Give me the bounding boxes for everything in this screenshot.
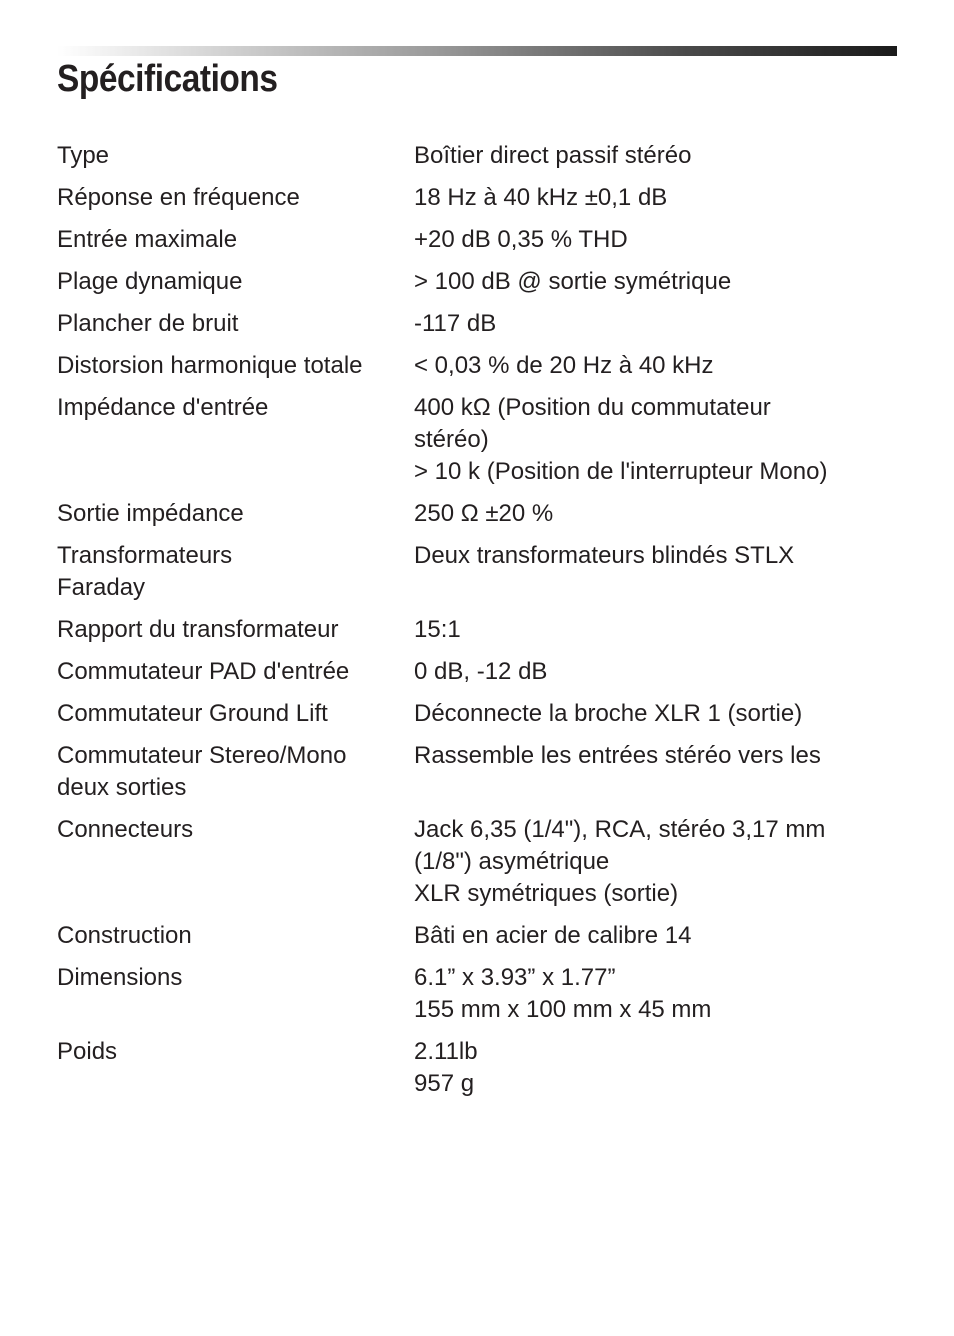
spec-row — [57, 498, 907, 530]
spec-value-line: Bâti en acier de calibre 14 — [414, 922, 692, 949]
spec-value — [414, 740, 907, 772]
spec-value — [414, 308, 907, 340]
spec-label-line: Entrée maximale — [57, 226, 238, 253]
spec-row — [57, 656, 907, 688]
spec-label-line: Transformateurs — [57, 542, 233, 569]
title-gradient-rule — [57, 46, 897, 56]
page-title: Spécifications — [57, 58, 278, 100]
spec-row — [57, 540, 907, 604]
spec-label-line: Type — [57, 142, 110, 169]
spec-label-line: Commutateur Ground Lift — [57, 700, 328, 727]
spec-value-line: +20 dB 0,35 % THD — [414, 226, 628, 253]
spec-label-line: Commutateur PAD d'entrée — [57, 658, 350, 685]
spec-value-line: Rassemble les entrées stéréo vers les — [414, 742, 821, 769]
spec-row — [57, 614, 907, 646]
spec-value — [414, 962, 907, 1026]
spec-label — [57, 698, 414, 730]
spec-label — [57, 814, 414, 846]
spec-label-line: Poids — [57, 1038, 118, 1065]
spec-value-line: > 10 k (Position de l'interrupteur Mono) — [414, 458, 828, 485]
spec-row — [57, 266, 907, 298]
spec-label — [57, 350, 414, 382]
spec-value — [414, 266, 907, 298]
spec-value-line: 2.11lb — [414, 1038, 478, 1065]
spec-value — [414, 350, 907, 382]
spec-row — [57, 814, 907, 910]
spec-label — [57, 182, 414, 214]
spec-row — [57, 392, 907, 488]
spec-label-line: Construction — [57, 922, 192, 949]
spec-value — [414, 540, 907, 572]
spec-label-line: Commutateur Stereo/Mono — [57, 742, 347, 769]
spec-value-line: 957 g — [414, 1070, 475, 1097]
spec-label — [57, 1036, 414, 1068]
spec-value — [414, 656, 907, 688]
spec-row — [57, 962, 907, 1026]
spec-label-line: Distorsion harmonique totale — [57, 352, 363, 379]
spec-label — [57, 140, 414, 172]
spec-row — [57, 308, 907, 340]
spec-value — [414, 392, 907, 488]
spec-label-line: Plage dynamique — [57, 268, 243, 295]
spec-row — [57, 920, 907, 952]
spec-value — [414, 140, 907, 172]
spec-value-line: Déconnecte la broche XLR 1 (sortie) — [414, 700, 803, 727]
spec-value — [414, 920, 907, 952]
spec-value-line: 400 kΩ (Position du commutateur — [414, 394, 771, 421]
spec-label — [57, 540, 414, 604]
spec-label — [57, 962, 414, 994]
spec-label-line: Sortie impédance — [57, 500, 244, 527]
spec-value-line: 155 mm x 100 mm x 45 mm — [414, 996, 712, 1023]
spec-label-line: Réponse en fréquence — [57, 184, 300, 211]
spec-table — [57, 140, 907, 1110]
spec-value-line: Jack 6,35 (1/4"), RCA, stéréo 3,17 mm — [414, 816, 826, 843]
spec-label — [57, 920, 414, 952]
spec-row — [57, 350, 907, 382]
spec-row — [57, 182, 907, 214]
spec-label — [57, 308, 414, 340]
spec-value-line: -117 dB — [414, 310, 497, 337]
spec-label-line: Impédance d'entrée — [57, 394, 269, 421]
spec-row — [57, 140, 907, 172]
spec-label-line: Faraday — [57, 574, 146, 601]
spec-value-line: 0 dB, -12 dB — [414, 658, 548, 685]
spec-value-line: < 0,03 % de 20 Hz à 40 kHz — [414, 352, 714, 379]
spec-value-line: Deux transformateurs blindés STLX — [414, 542, 795, 569]
spec-value-line: > 100 dB @ sortie symétrique — [414, 268, 732, 295]
spec-value — [414, 182, 907, 214]
spec-value — [414, 498, 907, 530]
spec-label — [57, 740, 414, 804]
spec-value — [414, 698, 907, 730]
spec-label-line: Rapport du transformateur — [57, 616, 339, 643]
spec-value-line: stéréo) — [414, 426, 489, 453]
spec-row — [57, 224, 907, 256]
spec-value-line: 6.1” x 3.93” x 1.77” — [414, 964, 616, 991]
spec-value-line: Boîtier direct passif stéréo — [414, 142, 692, 169]
spec-value-line: (1/8") asymétrique — [414, 848, 610, 875]
spec-label — [57, 392, 414, 424]
spec-value-line: 18 Hz à 40 kHz ±0,1 dB — [414, 184, 668, 211]
spec-label-line: Connecteurs — [57, 816, 194, 843]
spec-label — [57, 498, 414, 530]
spec-label — [57, 614, 414, 646]
spec-label — [57, 656, 414, 688]
spec-value-line: 15:1 — [414, 616, 461, 643]
spec-label-line: deux sorties — [57, 774, 187, 801]
spec-row — [57, 1036, 907, 1100]
spec-label — [57, 266, 414, 298]
spec-label — [57, 224, 414, 256]
spec-label-line: Dimensions — [57, 964, 183, 991]
spec-value — [414, 814, 907, 910]
spec-value — [414, 1036, 907, 1100]
spec-value-line: 250 Ω ±20 % — [414, 500, 554, 527]
spec-row — [57, 698, 907, 730]
spec-value — [414, 614, 907, 646]
spec-value-line: XLR symétriques (sortie) — [414, 880, 679, 907]
spec-row — [57, 740, 907, 804]
spec-value — [414, 224, 907, 256]
spec-label-line: Plancher de bruit — [57, 310, 239, 337]
